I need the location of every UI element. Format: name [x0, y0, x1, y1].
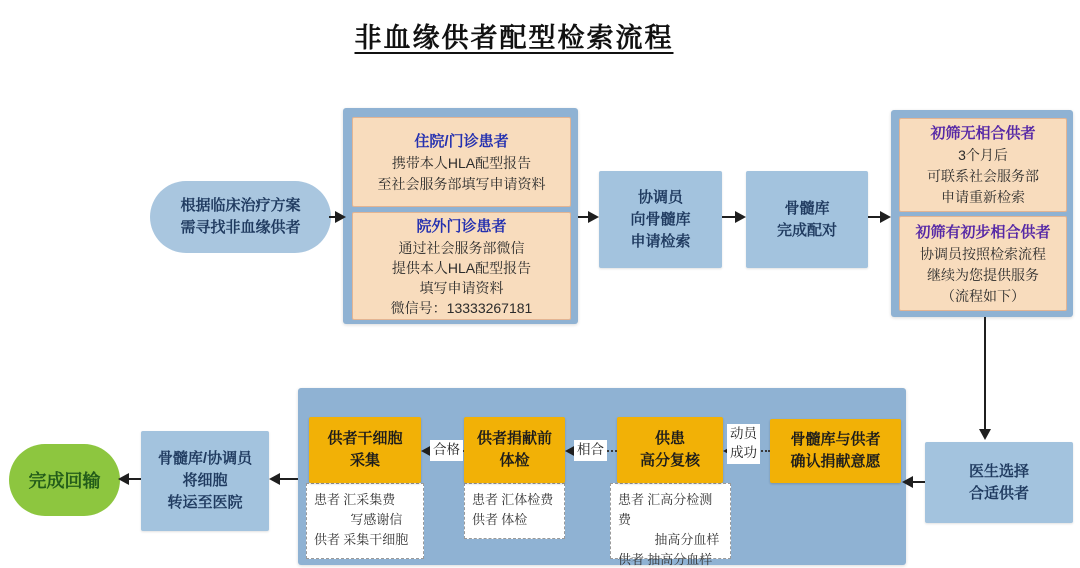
collection-detail-note	[306, 483, 424, 559]
confirm-willingness-node	[770, 419, 901, 483]
recheck-line: 供患	[654, 430, 685, 447]
arrow-right-icon	[868, 210, 891, 224]
start-line: 需寻找非血缘供者	[180, 219, 301, 236]
edge-label-qualified	[430, 440, 463, 461]
doctor-line: 医生选择	[968, 462, 1029, 480]
screening-match-card	[899, 216, 1067, 311]
edge-label-line: 动员	[730, 426, 757, 441]
outpatient-line: 通过社会服务部微信	[398, 239, 525, 256]
confirm-line: 确认捐献意愿	[790, 453, 881, 470]
inpatient-line: 至社会服务部填写申请资料	[377, 175, 546, 192]
edge-label-line: 成功	[730, 444, 757, 460]
arrow-right-icon	[329, 210, 346, 224]
detail-line: 供者 体检	[472, 512, 528, 527]
transport-line: 将细胞	[182, 472, 228, 489]
edge-label-matched	[574, 440, 607, 461]
screening-no-match-card	[899, 118, 1067, 212]
inpatient-line: 携带本人HLA配型报告	[391, 154, 532, 171]
screening-no-match-line: 可联系社会服务部	[927, 168, 1039, 184]
arrow-right-icon	[722, 210, 746, 224]
coordinator-line: 申请检索	[630, 232, 691, 250]
recheck-detail-note	[610, 483, 731, 567]
finish-node	[9, 444, 120, 516]
coordinator-node	[599, 171, 722, 268]
screening-match-line: 继续为您提供服务	[927, 266, 1039, 283]
exam-line: 体检	[499, 452, 530, 469]
edge-label-mobilized	[727, 424, 760, 464]
outpatient-header: 院外门诊患者	[416, 217, 507, 235]
finish-label: 完成回输	[28, 471, 101, 491]
transport-node	[141, 431, 269, 531]
detail-line: 供者 采集干细胞	[314, 532, 409, 547]
arrow-right-icon	[578, 210, 599, 224]
inpatient-card	[352, 117, 571, 207]
outpatient-line: 填写申请资料	[419, 279, 504, 296]
detail-line: 供者 抽高分血样	[618, 552, 713, 567]
coordinator-line: 协调员	[637, 188, 683, 206]
inpatient-header: 住院/门诊患者	[414, 132, 509, 150]
start-node	[150, 181, 331, 253]
pre-donation-exam-node	[464, 417, 565, 483]
doctor-select-node	[925, 442, 1073, 523]
confirm-line: 骨髓库与供者	[790, 431, 881, 448]
registry-line: 完成配对	[776, 221, 837, 239]
edge-label-line: 合格	[433, 442, 460, 457]
hires-recheck-node	[617, 417, 723, 483]
stem-cell-collection-node	[309, 417, 421, 483]
edge-label-line: 相合	[577, 442, 604, 457]
arrow-left-icon	[118, 472, 141, 486]
detail-line: 抽高分血样	[654, 532, 720, 547]
doctor-line: 合适供者	[968, 484, 1029, 502]
collect-line: 采集	[349, 452, 380, 469]
detail-line: 患者 汇体检费	[472, 492, 554, 507]
arrow-down-icon	[978, 317, 992, 440]
coordinator-line: 向骨髓库	[630, 210, 691, 228]
recheck-line: 高分复核	[639, 452, 700, 469]
screening-no-match-line: 申请重新检索	[941, 189, 1025, 205]
screening-match-line: （流程如下）	[941, 287, 1025, 304]
detail-line: 写感谢信	[350, 512, 403, 527]
screening-no-match-header: 初筛无相合供者	[930, 125, 1036, 142]
detail-line: 患者 汇高分检测费	[618, 492, 713, 527]
exam-line: 供者捐献前	[476, 430, 552, 447]
detail-line: 患者 汇采集费	[314, 492, 396, 507]
transport-line: 转运至医院	[167, 494, 243, 511]
arrow-left-icon	[902, 475, 925, 489]
arrow-left-icon	[269, 472, 298, 486]
page-title: 非血缘供者配型检索流程	[354, 23, 674, 53]
registry-line: 骨髓库	[784, 199, 830, 217]
screening-no-match-line: 3个月后	[958, 147, 1008, 163]
registry-node	[746, 171, 868, 268]
screening-match-line: 协调员按照检索流程	[920, 245, 1046, 262]
screening-match-header: 初筛有初步相合供者	[915, 223, 1051, 241]
transport-line: 骨髓库/协调员	[157, 450, 253, 467]
collect-line: 供者干细胞	[327, 430, 403, 447]
outpatient-line: 微信号：13333267181	[390, 299, 533, 316]
outpatient-line: 提供本人HLA配型报告	[391, 259, 532, 276]
outpatient-card	[352, 212, 571, 320]
start-line: 根据临床治疗方案	[180, 197, 301, 214]
exam-detail-note	[464, 483, 565, 539]
